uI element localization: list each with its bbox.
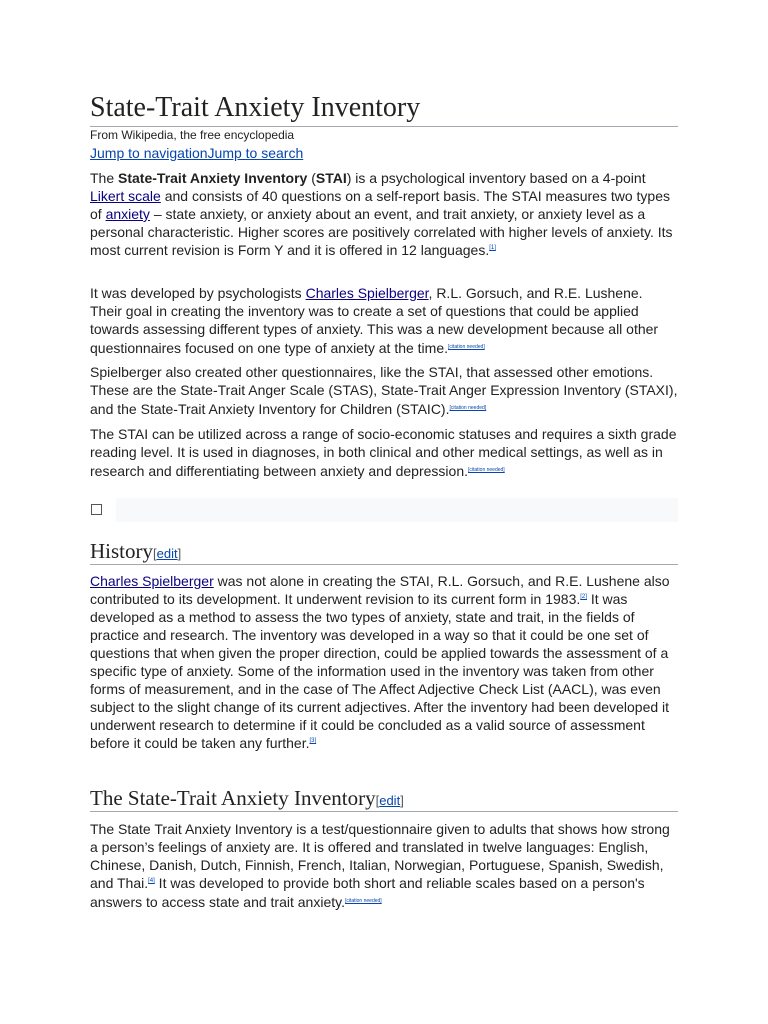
- intro-paragraph-4: [90, 425, 678, 480]
- citation-link[interactable]: [3]: [309, 738, 317, 744]
- history-heading: [90, 538, 678, 565]
- inventory-paragraph: [90, 820, 678, 911]
- citation-link[interactable]: [1]: [489, 245, 496, 251]
- jump-links: [90, 145, 303, 162]
- toc-toggle-checkbox[interactable]: [91, 504, 102, 515]
- text: It was developed as a method to assess the two types of anxiety, state and trait, in the fields of practice and research. The inventory was developed in a way so that it could be one set of questions that when given the proper direction, could be applied towards the assessment of a specific type of anxiety. Some of the information used in the inventory was taken from other forms of measurement, and in the case of The Affect Adjective Check List (AACL), was even subject to the slight change of its current adjectives. After the inventory had been developed it underwent research to determine if it could be concluded as a valid source of assessment before it could be taken any further.: [90, 591, 670, 751]
- citation-link[interactable]: [2]: [580, 594, 587, 600]
- citation-needed-link[interactable]: [citation needed]: [449, 405, 487, 411]
- jump-to-navigation-link[interactable]: Jump to navigation: [90, 145, 208, 161]
- bold-abbrev: STAI: [315, 170, 347, 186]
- text: (: [307, 170, 316, 186]
- text: The: [90, 170, 119, 186]
- history-edit-link[interactable]: edit: [156, 546, 178, 561]
- text: It was developed by psychologists: [90, 285, 306, 301]
- bracket: ]: [400, 793, 404, 808]
- likert-scale-link[interactable]: Likert scale: [90, 188, 161, 204]
- text: , R.L. Gorsuch, and R.E. Lushene. Their goal in creating the inventory was to create a set of questions that could be applied towards assessing different types of anxiety. This was a new development because all other questionnaires focused on one type of anxiety at the time.: [90, 285, 659, 356]
- citation-link[interactable]: [4]: [148, 878, 155, 884]
- toc-box: [116, 498, 678, 522]
- edit-section: [376, 793, 404, 808]
- charles-spielberger-link[interactable]: Charles Spielberger: [305, 285, 429, 301]
- bracket: [: [375, 793, 380, 808]
- table-of-contents: [90, 498, 678, 522]
- bold-term: State-Trait Anxiety Inventory: [118, 170, 308, 186]
- citation-needed-link[interactable]: [citation needed]: [468, 467, 505, 473]
- site-tagline: From Wikipedia, the free encyclopedia: [90, 128, 295, 142]
- history-paragraph: [90, 572, 678, 752]
- intro-paragraph-3: [90, 363, 678, 418]
- text: The STAI can be utilized across a range of socio-economic statuses and requires a sixth grade reading level. It is used in diagnoses, in both clinical and other medical settings, as well as in research and differentiating between anxiety and depression.: [90, 426, 677, 479]
- text: was not alone in creating the STAI, R.L. Gorsuch, and R.E. Lushene also contributed to its development. It underwent revision to its current form in 1983.: [90, 573, 670, 607]
- charles-spielberger-link[interactable]: Charles Spielberger: [90, 573, 214, 589]
- jump-to-search-link[interactable]: Jump to search: [207, 145, 304, 161]
- text: Spielberger also created other questionnaires, like the STAI, that assessed other emotions. These are the State-Trait Anger Scale (STAS), State-Trait Anger Expression Inventory (STAXI), and the State-Trait Anxiety Inventory for Children (STAIC).: [90, 364, 678, 417]
- intro-paragraph-1: [90, 169, 678, 259]
- inventory-edit-link[interactable]: edit: [379, 793, 401, 808]
- inventory-heading: [90, 785, 678, 812]
- text: The State Trait Anxiety Inventory is a test/questionnaire given to adults that shows how strong a person’s feelings of anxiety are. It is offered and translated in twelve languages: English, Chinese, Danish, Dutch, Finnish, French, Italian, Norwegian, Portuguese, Spanish, Swedish, and Thai.: [90, 821, 670, 891]
- intro-paragraph-2: [90, 284, 678, 357]
- text: and consists of 40 questions on a self-report basis. The STAI measures two types of: [90, 188, 670, 222]
- text: – state anxiety, or anxiety about an event, and trait anxiety, or anxiety level as a personal characteristic. Higher scores are positively correlated with higher levels of anxiety. Its most current revision is Form Y and it is offered in 12 languages.: [90, 206, 673, 258]
- heading-text: History: [90, 539, 153, 563]
- text: It was developed to provide both short and reliable scales based on a person's answers to access state and trait anxiety.: [90, 875, 645, 910]
- heading-text: The State-Trait Anxiety Inventory: [90, 786, 376, 810]
- edit-section: [153, 546, 181, 561]
- text: ) is a psychological inventory based on a 4-point: [346, 170, 646, 186]
- bracket: [: [153, 546, 157, 561]
- anxiety-link[interactable]: anxiety: [105, 206, 150, 222]
- citation-needed-link[interactable]: [citation needed]: [448, 344, 485, 350]
- bracket: ]: [177, 546, 182, 561]
- citation-needed-link[interactable]: [citation needed]: [344, 898, 382, 904]
- page-title: State-Trait Anxiety Inventory: [90, 92, 678, 127]
